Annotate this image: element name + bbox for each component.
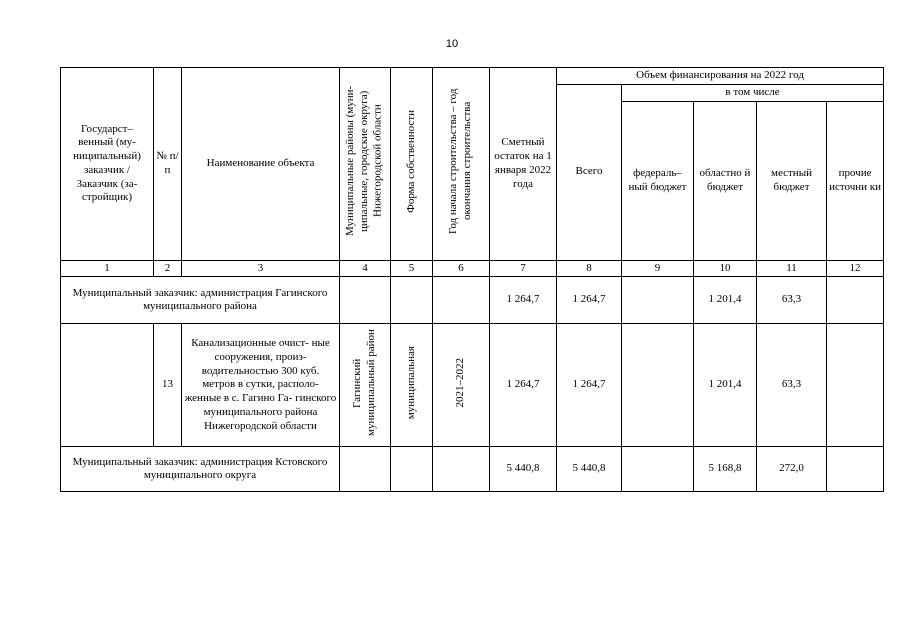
federal-value [622,277,694,324]
empty-cell [340,277,391,324]
years-cell [433,324,490,447]
header-including: в том числе [622,84,884,101]
years-value: 2021–2022 [454,358,467,408]
other-value [827,324,884,447]
object-name: Канализационные очист- ные сооружения, произ- водительностью 300 куб. метров в сутки, располо- женные в с. Гагино Га- гинского муниципального района Нижегородской области [182,324,340,447]
column-number: 5 [391,260,433,277]
header-other: прочие источни ки [827,101,884,260]
column-number: 10 [694,260,757,277]
table-row [61,447,884,492]
empty-cell [433,277,490,324]
empty-cell [61,324,154,447]
regional-value: 1 201,4 [694,277,757,324]
other-value [827,447,884,492]
district-cell [340,324,391,447]
header-local: местный бюджет [757,101,827,260]
header-regional: областно й бюджет [694,101,757,260]
column-number: 8 [557,260,622,277]
regional-value: 1 201,4 [694,324,757,447]
column-number: 7 [490,260,557,277]
header-row-1 [61,68,884,85]
header-remaining: Сметный остаток на 1 января 2022 года [490,68,557,261]
empty-cell [340,447,391,492]
header-customer: Государст– венный (му- ниципальный) заказчик / Заказчик (за- стройщик) [61,68,154,261]
column-number: 2 [154,260,182,277]
remaining-value: 5 440,8 [490,447,557,492]
header-years: Год начала строительства – год окончания строительства [447,88,473,235]
remaining-value: 1 264,7 [490,277,557,324]
financing-table [60,67,884,492]
district-value: Гагинский муниципальный район [351,329,377,437]
remaining-value: 1 264,7 [490,324,557,447]
column-number: 3 [182,260,340,277]
customer-name: Муниципальный заказчик: администрация Кстовского муниципального округа [61,447,340,492]
local-value: 63,3 [757,277,827,324]
header-years-cell [433,68,490,261]
local-value: 63,3 [757,324,827,447]
column-number-row [61,260,884,277]
ownership-value: муниципальная [404,346,417,420]
total-value: 1 264,7 [557,324,622,447]
column-number: 6 [433,260,490,277]
column-number: 4 [340,260,391,277]
customer-name: Муниципальный заказчик: администрация Гагинского муниципального района [61,277,340,324]
column-number: 1 [61,260,154,277]
header-ownership-cell [391,68,433,261]
federal-value [622,324,694,447]
table-row [61,324,884,447]
header-number: № п/ п [154,68,182,261]
federal-value [622,447,694,492]
ownership-cell [391,324,433,447]
header-district-cell [340,68,391,261]
other-value [827,277,884,324]
total-value: 1 264,7 [557,277,622,324]
empty-cell [433,447,490,492]
total-value: 5 440,8 [557,447,622,492]
object-number: 13 [154,324,182,447]
table-row [61,277,884,324]
header-financing-title: Объем финансирования на 2022 год [557,68,884,85]
header-federal: федераль– ный бюджет [622,101,694,260]
column-number: 12 [827,260,884,277]
header-object-name: Наименование объекта [182,68,340,261]
empty-cell [391,447,433,492]
header-total: Всего [557,84,622,260]
column-number: 9 [622,260,694,277]
header-ownership: Форма собственности [404,109,417,213]
empty-cell [391,277,433,324]
regional-value: 5 168,8 [694,447,757,492]
header-district: Муниципальные районы (муни- ципальные, городские округа) Нижегородской области [344,86,384,237]
page-number: 10 [445,38,459,50]
local-value: 272,0 [757,447,827,492]
column-number: 11 [757,260,827,277]
